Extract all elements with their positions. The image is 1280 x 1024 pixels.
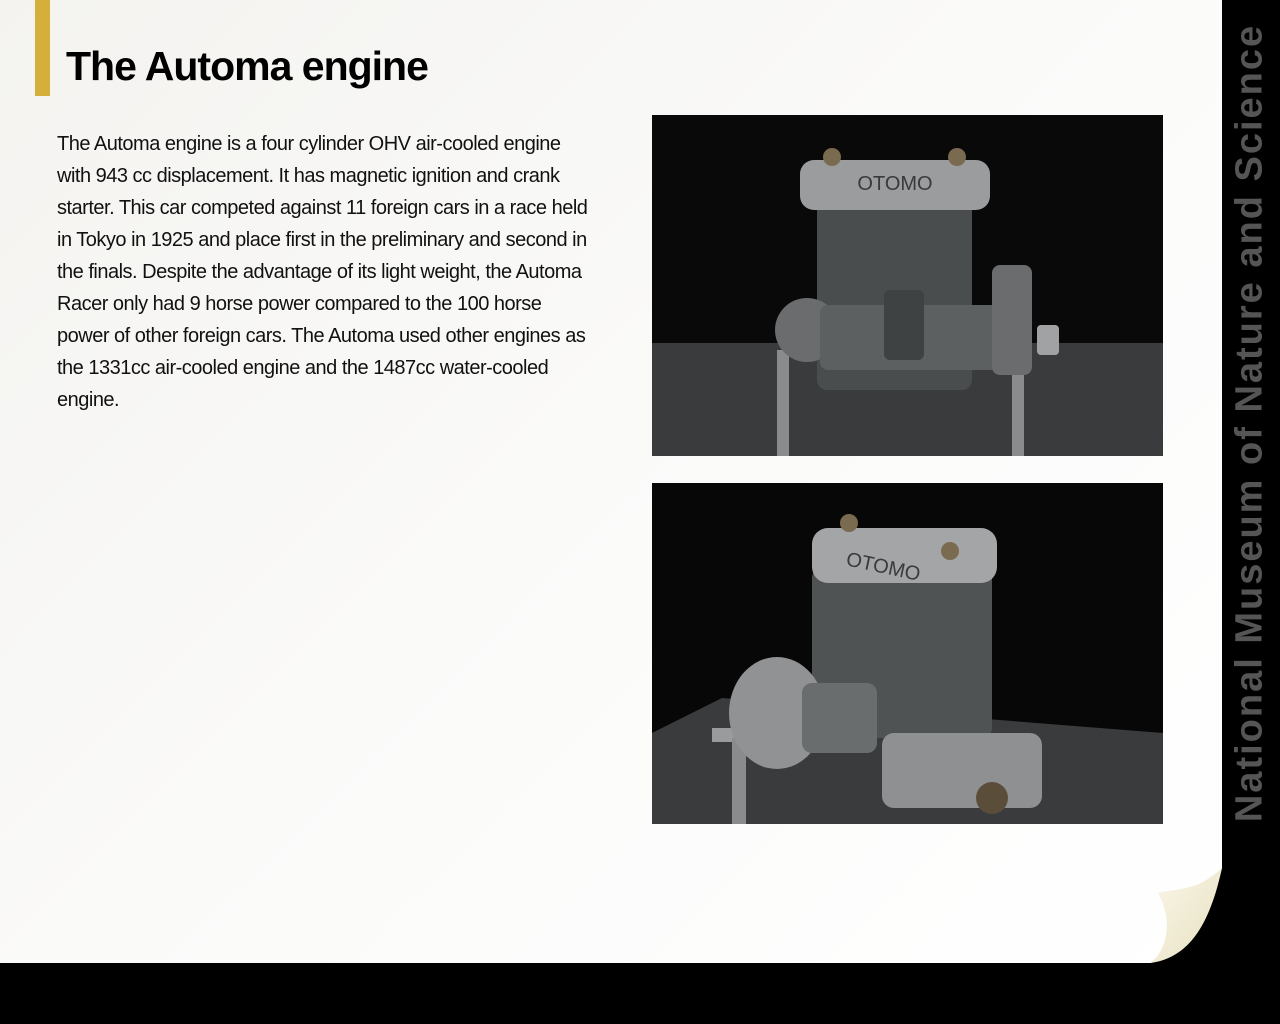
title-accent-bar	[35, 0, 50, 96]
engine-photo-front	[652, 115, 1163, 456]
svg-text:OTOMO: OTOMO	[857, 173, 933, 195]
engine-photo-side	[652, 483, 1163, 824]
description-text: The Automa engine is a four cylinder OHV air-cooled engine with 943 cc displacement. It has magnetic ignition and crank starter. This car competed against 11 foreign cars in a race held in Tokyo in 1925 and place first in the preliminary and second in the finals. Despite the advantage of its light weight, the Automa Racer only had 9 horse power compared to the 100 horse power of other foreign cars. The Automa used other engines as the 1331cc air-cooled engine and the 1487cc water-cooled engine.	[57, 133, 588, 411]
page-title: The Automa engine	[66, 43, 428, 89]
museum-name-vertical: National Museum of Nature and Science	[1228, 23, 1271, 823]
page-curl-corner	[1150, 868, 1222, 963]
svg-text:OTOMO: OTOMO	[844, 548, 923, 586]
